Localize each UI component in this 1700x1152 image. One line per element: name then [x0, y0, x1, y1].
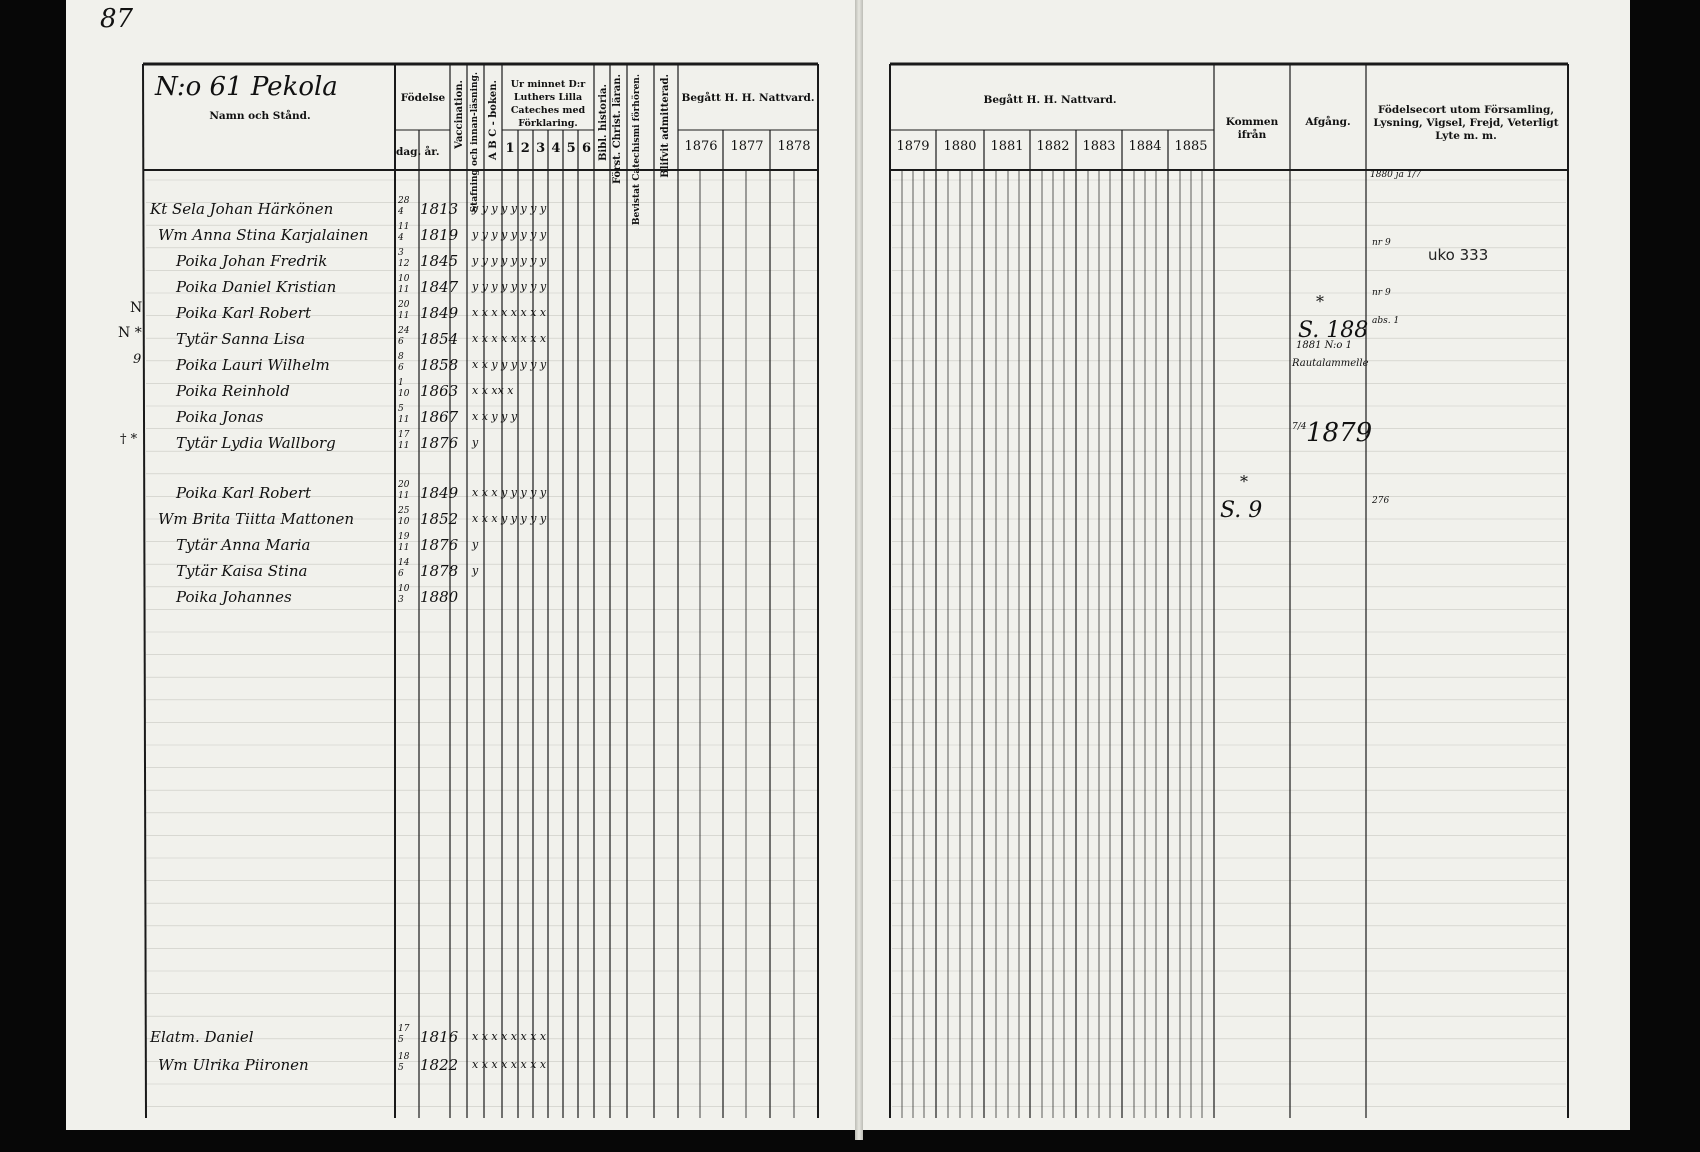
kommen-header: Kommen ifrån: [1225, 116, 1279, 141]
birth-day: 17: [398, 1024, 410, 1034]
birth-day: 5: [398, 404, 404, 414]
birth-year: 1849: [420, 304, 459, 322]
birth-month: 4: [398, 233, 404, 243]
reading-marks: x x x x x x x x: [472, 1058, 547, 1071]
note-1880: 1880 ja 1/7: [1370, 170, 1422, 180]
nattvard-year-right: 1879: [896, 139, 930, 154]
birth-year: 1852: [420, 510, 459, 528]
person-name: Poika Karl Robert: [176, 484, 311, 502]
catechism-number: 1: [505, 141, 515, 156]
birth-year: 1816: [420, 1028, 459, 1046]
kommen-s9: S. 9: [1220, 498, 1263, 523]
note-nr9b: nr 9: [1372, 288, 1391, 298]
afgang-s188: S. 188: [1298, 318, 1369, 343]
margin-mark-n: N: [130, 300, 143, 316]
person-name: Tytär Lydia Wallborg: [176, 434, 336, 452]
birth-month: 6: [398, 337, 404, 347]
reading-marks: y: [472, 564, 479, 577]
birth-day: 18: [398, 1052, 410, 1062]
birth-year: 1876: [420, 536, 459, 554]
fodelsecort-header: Födelsecort utom Församling, Lysning, Vigsel, Frejd, Veterligt Lyte m. m.: [1373, 104, 1559, 142]
birth-day: 1: [398, 378, 404, 388]
kommen-star: *: [1240, 472, 1248, 491]
nattvard-year-left: 1876: [684, 139, 718, 154]
reading-marks: y y y y y y y y: [472, 228, 547, 241]
birth-month: 11: [398, 543, 410, 553]
nattvard-year-right: 1882: [1036, 139, 1070, 154]
afgang-star: *: [1316, 292, 1324, 311]
reading-marks: y: [472, 538, 479, 551]
afgang-s188-place: Rautalammelle: [1292, 358, 1369, 369]
margin-mark-n-star: N *: [118, 325, 142, 341]
birth-day: 25: [398, 506, 410, 516]
birth-month: 10: [398, 389, 410, 399]
birth-month: 11: [398, 311, 410, 321]
birth-month: 11: [398, 441, 410, 451]
birth-year: 1847: [420, 278, 459, 296]
person-name: Poika Johan Fredrik: [176, 252, 328, 270]
person-name: Wm Anna Stina Karjalainen: [158, 226, 369, 244]
person-name: Wm Ulrika Piironen: [158, 1056, 309, 1074]
dag-header: dag.: [396, 146, 422, 158]
reading-marks: x x x x x x x x: [472, 1030, 547, 1043]
nattvard-year-right: 1885: [1174, 139, 1208, 154]
birth-day: 19: [398, 532, 410, 542]
birth-day: 24: [398, 326, 410, 336]
person-name: Wm Brita Tiitta Mattonen: [158, 510, 355, 528]
nattvard-header-right: Begått H. H. Nattvard.: [983, 94, 1117, 106]
birth-day: 28: [398, 196, 410, 206]
abc-header: A B C - boken.: [488, 80, 499, 160]
note-nr9a: nr 9: [1372, 238, 1391, 248]
birth-year: 1822: [420, 1056, 459, 1074]
person-name: Poika Daniel Kristian: [176, 278, 337, 296]
birth-month: 12: [398, 259, 410, 269]
person-name: Poika Jonas: [176, 408, 264, 426]
reading-marks: y y y y y y y y: [472, 280, 547, 293]
birth-day: 20: [398, 480, 410, 490]
reading-marks: x x x y y y y y: [472, 512, 547, 525]
note-uko-333: uko 333: [1428, 246, 1489, 264]
catechism-number: 6: [581, 141, 592, 156]
birth-month: 11: [398, 415, 410, 425]
ar-header: år.: [424, 146, 440, 158]
reading-marks: x x y y y y y y: [472, 358, 547, 371]
afgang-1879-date: 7/4: [1292, 422, 1307, 432]
birth-day: 14: [398, 558, 410, 568]
birth-year: 1867: [420, 408, 459, 426]
table-left-edge: [143, 64, 146, 1118]
person-name: Poika Johannes: [176, 588, 292, 606]
bibl-header: Bibl. historia.: [598, 84, 609, 162]
nattvard-year-right: 1880: [943, 139, 977, 154]
person-name: Tytär Sanna Lisa: [176, 330, 306, 348]
birth-year: 1863: [420, 382, 459, 400]
stafning-header: Stafning och innan-läsning.: [470, 72, 480, 213]
afgang-header: Afgång.: [1305, 116, 1351, 128]
person-name: Poika Lauri Wilhelm: [176, 356, 330, 374]
birth-year: 1878: [420, 562, 459, 580]
birth-day: 8: [398, 352, 404, 362]
reading-marks: x x y y y: [472, 410, 518, 423]
household-title: N:o 61 Pekola: [155, 72, 338, 102]
birth-year: 1813: [420, 200, 459, 218]
reading-marks: x x x y y y y y: [472, 486, 547, 499]
catechism-number: 4: [551, 141, 561, 156]
reading-marks: y: [472, 436, 479, 449]
reading-marks: y y y y y y y y: [472, 254, 547, 267]
nattvard-year-right: 1883: [1082, 139, 1116, 154]
catechism-number: 2: [520, 141, 530, 156]
vaccination-header: Vaccination.: [454, 80, 465, 149]
birth-day: 11: [398, 222, 410, 232]
margin-mark-9: 9: [133, 352, 142, 367]
birth-month: 11: [398, 285, 410, 295]
catechism-header: Ur minnet D:r Luthers Lilla Cateches med Förklaring.: [510, 79, 586, 129]
bliftit-header: Blifvit admitterad.: [660, 74, 671, 178]
afgang-s188-sub: 1881 N:o 1: [1296, 340, 1352, 351]
birth-year: 1876: [420, 434, 459, 452]
reading-marks: x x x x x x x x: [472, 306, 547, 319]
person-name: Kt Sela Johan Härkönen: [150, 200, 334, 218]
birth-month: 10: [398, 517, 410, 527]
birth-year: 1845: [420, 252, 459, 270]
person-name: Tytär Kaisa Stina: [176, 562, 308, 580]
reading-marks: x x x x x x x x: [472, 332, 547, 345]
birth-month: 11: [398, 491, 410, 501]
note-abs: abs. 1: [1372, 316, 1400, 326]
birth-month: 6: [398, 569, 404, 579]
birth-day: 20: [398, 300, 410, 310]
person-name: Elatm. Daniel: [150, 1028, 254, 1046]
forst-header: Först. Christ. läran.: [612, 74, 623, 184]
birth-year: 1880: [420, 588, 459, 606]
nattvard-year-right: 1884: [1128, 139, 1162, 154]
reading-marks: y y y y y y y y: [472, 202, 547, 215]
birth-year: 1854: [420, 330, 459, 348]
bevistat-header: Bevistat Catechismi förhören.: [632, 74, 642, 226]
margin-mark-cross: † *: [120, 432, 138, 447]
person-name: Poika Karl Robert: [176, 304, 311, 322]
nattvard-year-right: 1881: [990, 139, 1024, 154]
person-name: Tytär Anna Maria: [176, 536, 311, 554]
nattvard-header-left: Begått H. H. Nattvard.: [681, 92, 815, 104]
birth-month: 5: [398, 1063, 404, 1073]
birth-month: 4: [398, 207, 404, 217]
birth-day: 3: [398, 248, 404, 258]
afgang-1879: 1879: [1306, 418, 1373, 448]
nattvard-year-left: 1877: [730, 139, 764, 154]
birth-month: 3: [398, 595, 404, 605]
name-column-header: Namn och Stånd.: [209, 110, 311, 122]
nattvard-year-left: 1878: [777, 139, 811, 154]
birth-year: 1858: [420, 356, 459, 374]
birth-month: 6: [398, 363, 404, 373]
catechism-number: 3: [536, 141, 546, 156]
person-name: Poika Reinhold: [176, 382, 290, 400]
reading-marks: x x xx x: [472, 384, 514, 397]
birth-day: 10: [398, 584, 410, 594]
page-number: 87: [100, 4, 134, 34]
catechism-number: 5: [566, 141, 576, 156]
birth-month: 5: [398, 1035, 404, 1045]
birth-day: 10: [398, 274, 410, 284]
fodelse-header: Födelse: [400, 92, 446, 104]
note-276: 276: [1372, 496, 1390, 506]
birth-year: 1819: [420, 226, 459, 244]
birth-year: 1849: [420, 484, 459, 502]
birth-day: 17: [398, 430, 410, 440]
